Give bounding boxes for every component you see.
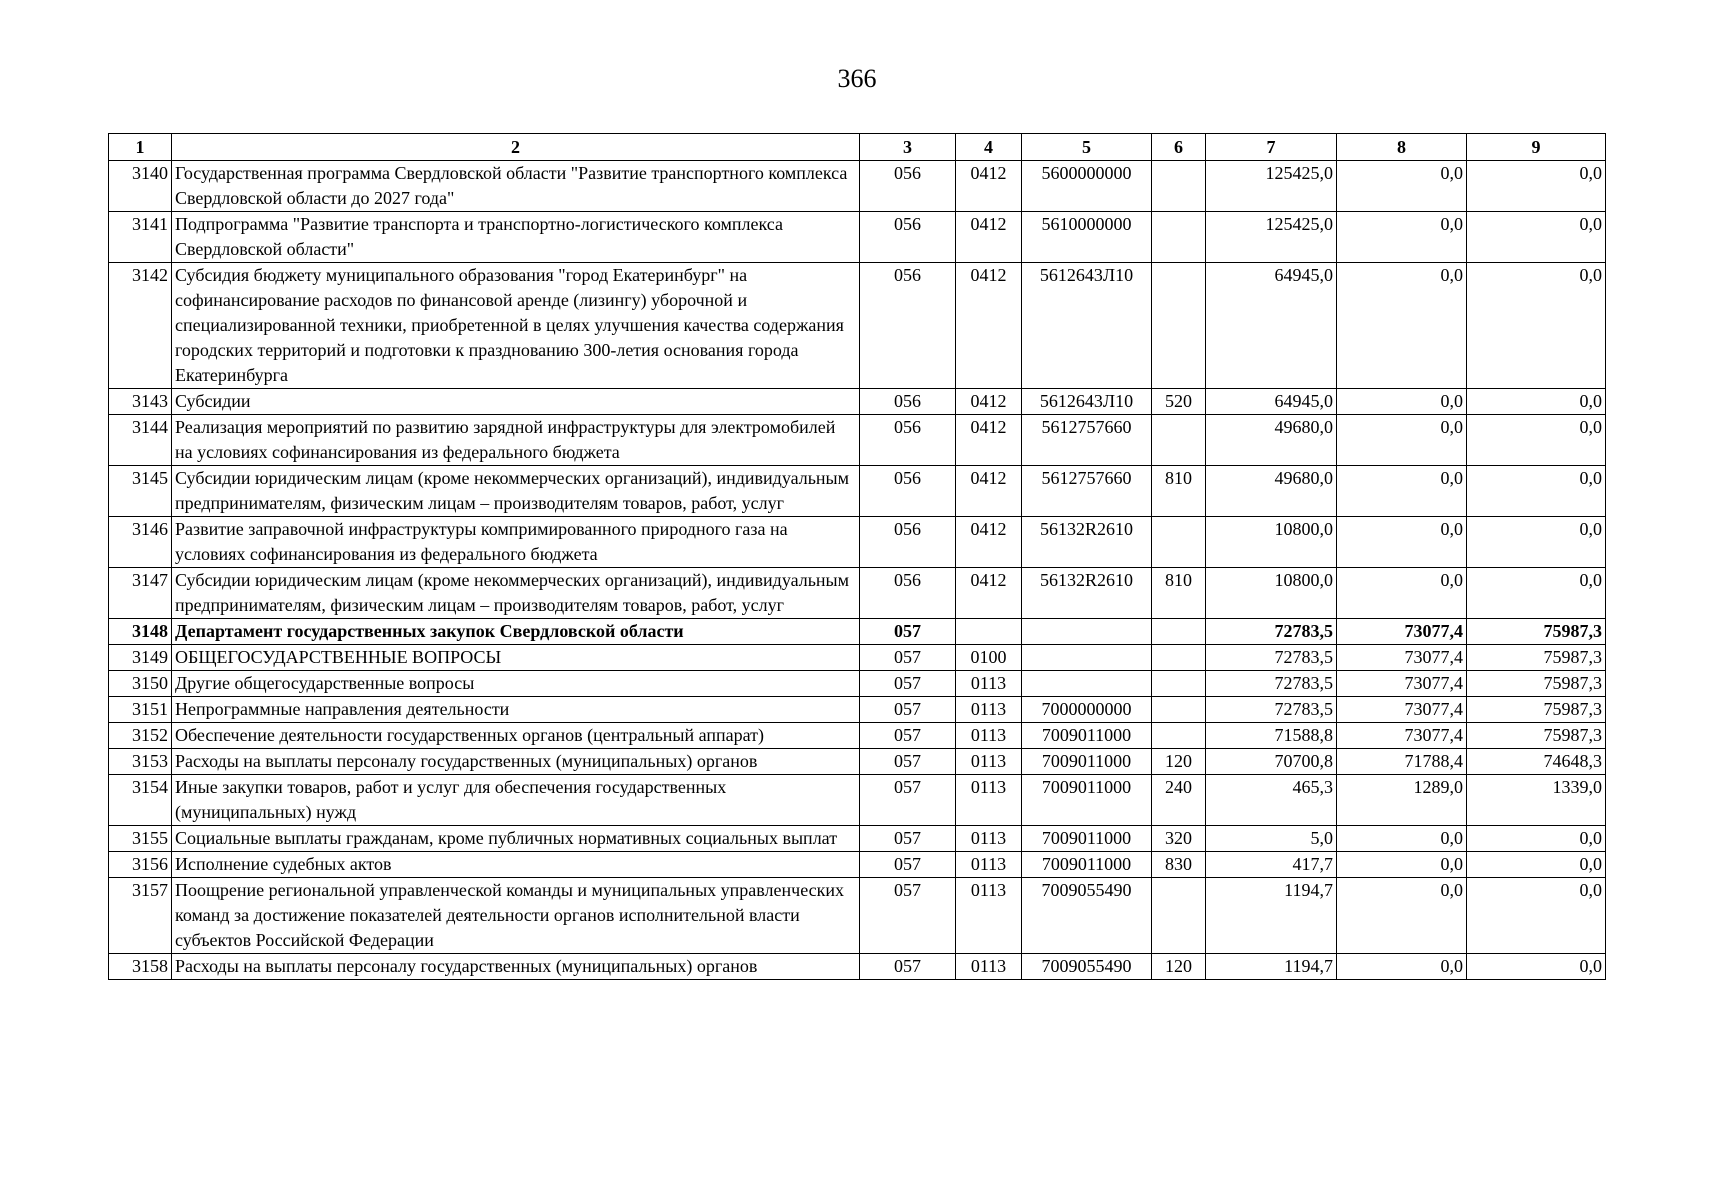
row-description: Подпрограмма "Развитие транспорта и транспортно-логистического комплекса Свердловской области" [172,212,860,263]
row-amount-8: 0,0 [1337,568,1467,619]
row-section-code [956,619,1022,645]
row-section-code: 0113 [956,852,1022,878]
row-section-code: 0412 [956,517,1022,568]
row-description: Другие общегосударственные вопросы [172,671,860,697]
row-target-code: 7009055490 [1022,878,1152,954]
row-number: 3150 [109,671,172,697]
row-target-code: 56132R2610 [1022,568,1152,619]
row-number: 3149 [109,645,172,671]
row-amount-9: 75987,3 [1467,671,1606,697]
row-amount-9: 75987,3 [1467,697,1606,723]
row-description: Департамент государственных закупок Свердловской области [172,619,860,645]
row-amount-7: 465,3 [1206,775,1337,826]
row-description: Обеспечение деятельности государственных органов (центральный аппарат) [172,723,860,749]
header-cell-7: 7 [1206,134,1337,161]
row-ministry-code: 057 [860,619,956,645]
row-amount-7: 125425,0 [1206,212,1337,263]
table-row [109,852,1606,878]
table-row [109,212,1606,263]
row-target-code: 7009011000 [1022,775,1152,826]
row-section-code: 0113 [956,723,1022,749]
table-row [109,466,1606,517]
row-expense-type: 810 [1152,568,1206,619]
row-description: Исполнение судебных актов [172,852,860,878]
table-row [109,415,1606,466]
row-ministry-code: 057 [860,826,956,852]
row-number: 3140 [109,161,172,212]
row-amount-8: 0,0 [1337,161,1467,212]
row-amount-7: 72783,5 [1206,671,1337,697]
row-target-code: 7009011000 [1022,723,1152,749]
row-description: Социальные выплаты гражданам, кроме публичных нормативных социальных выплат [172,826,860,852]
row-expense-type [1152,212,1206,263]
row-expense-type [1152,671,1206,697]
row-amount-9: 0,0 [1467,568,1606,619]
row-amount-9: 0,0 [1467,517,1606,568]
row-number: 3146 [109,517,172,568]
row-amount-7: 49680,0 [1206,466,1337,517]
row-target-code: 5612757660 [1022,466,1152,517]
row-target-code: 5612643Л10 [1022,389,1152,415]
row-expense-type [1152,619,1206,645]
row-description: Субсидии юридическим лицам (кроме некоммерческих организаций), индивидуальным предпринимателям, физическим лицам – производителям товаров, работ, услуг [172,568,860,619]
table-row [109,749,1606,775]
row-amount-9: 0,0 [1467,161,1606,212]
row-amount-9: 0,0 [1467,389,1606,415]
header-cell-8: 8 [1337,134,1467,161]
row-amount-8: 73077,4 [1337,723,1467,749]
header-cell-2: 2 [172,134,860,161]
table-row [109,263,1606,389]
row-target-code: 7009055490 [1022,954,1152,980]
row-target-code: 7000000000 [1022,697,1152,723]
row-description: Государственная программа Свердловской области "Развитие транспортного комплекса Свердловской области до 2027 года" [172,161,860,212]
table-row [109,161,1606,212]
row-amount-8: 0,0 [1337,878,1467,954]
row-target-code: 7009011000 [1022,852,1152,878]
header-cell-5: 5 [1022,134,1152,161]
row-amount-9: 75987,3 [1467,619,1606,645]
row-amount-9: 0,0 [1467,466,1606,517]
row-target-code [1022,619,1152,645]
row-description: Непрограммные направления деятельности [172,697,860,723]
row-ministry-code: 057 [860,852,956,878]
row-number: 3147 [109,568,172,619]
row-amount-7: 10800,0 [1206,517,1337,568]
table-row [109,723,1606,749]
row-amount-9: 0,0 [1467,415,1606,466]
row-description: Расходы на выплаты персоналу государственных (муниципальных) органов [172,954,860,980]
header-cell-3: 3 [860,134,956,161]
row-amount-9: 0,0 [1467,212,1606,263]
row-target-code: 5600000000 [1022,161,1152,212]
row-amount-9: 0,0 [1467,826,1606,852]
row-number: 3154 [109,775,172,826]
row-amount-9: 0,0 [1467,263,1606,389]
row-ministry-code: 057 [860,775,956,826]
row-amount-7: 1194,7 [1206,878,1337,954]
row-number: 3153 [109,749,172,775]
row-expense-type: 120 [1152,749,1206,775]
row-description: Иные закупки товаров, работ и услуг для обеспечения государственных (муниципальных) нужд [172,775,860,826]
row-expense-type: 830 [1152,852,1206,878]
row-amount-7: 49680,0 [1206,415,1337,466]
row-expense-type: 320 [1152,826,1206,852]
row-description: Поощрение региональной управленческой команды и муниципальных управленческих команд за достижение показателей деятельности органов исполнительной власти субъектов Российской Федерации [172,878,860,954]
row-target-code: 56132R2610 [1022,517,1152,568]
row-section-code: 0113 [956,671,1022,697]
row-section-code: 0113 [956,954,1022,980]
table-body [109,161,1606,980]
row-expense-type [1152,645,1206,671]
row-section-code: 0412 [956,466,1022,517]
row-amount-8: 73077,4 [1337,697,1467,723]
row-section-code: 0113 [956,697,1022,723]
row-ministry-code: 057 [860,723,956,749]
header-cell-1: 1 [109,134,172,161]
row-section-code: 0412 [956,389,1022,415]
row-amount-9: 0,0 [1467,954,1606,980]
row-amount-9: 0,0 [1467,852,1606,878]
row-expense-type: 240 [1152,775,1206,826]
row-number: 3142 [109,263,172,389]
row-amount-7: 1194,7 [1206,954,1337,980]
row-section-code: 0113 [956,775,1022,826]
row-target-code: 5612757660 [1022,415,1152,466]
row-target-code [1022,671,1152,697]
row-section-code: 0412 [956,212,1022,263]
header-cell-4: 4 [956,134,1022,161]
row-target-code [1022,645,1152,671]
row-amount-8: 0,0 [1337,517,1467,568]
row-ministry-code: 057 [860,645,956,671]
row-description: Расходы на выплаты персоналу государственных (муниципальных) органов [172,749,860,775]
row-section-code: 0412 [956,415,1022,466]
row-number: 3157 [109,878,172,954]
row-section-code: 0412 [956,568,1022,619]
row-section-code: 0412 [956,263,1022,389]
row-amount-7: 72783,5 [1206,645,1337,671]
table-row [109,954,1606,980]
row-description: Реализация мероприятий по развитию зарядной инфраструктуры для электромобилей на условиях софинансирования из федерального бюджета [172,415,860,466]
table-row [109,645,1606,671]
row-number: 3151 [109,697,172,723]
row-target-code: 7009011000 [1022,826,1152,852]
row-expense-type [1152,878,1206,954]
row-number: 3156 [109,852,172,878]
budget-table [108,133,1606,980]
row-expense-type [1152,161,1206,212]
row-amount-8: 71788,4 [1337,749,1467,775]
row-ministry-code: 057 [860,671,956,697]
row-description: Субсидии [172,389,860,415]
row-section-code: 0113 [956,878,1022,954]
table-row [109,517,1606,568]
row-ministry-code: 056 [860,568,956,619]
row-number: 3158 [109,954,172,980]
row-expense-type: 810 [1152,466,1206,517]
row-expense-type [1152,517,1206,568]
row-expense-type [1152,263,1206,389]
header-cell-6: 6 [1152,134,1206,161]
row-expense-type [1152,723,1206,749]
row-amount-8: 0,0 [1337,852,1467,878]
row-description: Субсидия бюджету муниципального образования "город Екатеринбург" на софинансирование расходов по финансовой аренде (лизингу) уборочной и специализированной техники, приобретенной в целях улучшения качества содержания городских территорий и подготовки к празднованию 300-летия основания города Екатеринбурга [172,263,860,389]
row-amount-8: 0,0 [1337,415,1467,466]
row-description: Развитие заправочной инфраструктуры компримированного природного газа на условиях софинансирования из федерального бюджета [172,517,860,568]
row-number: 3144 [109,415,172,466]
row-amount-7: 64945,0 [1206,263,1337,389]
row-section-code: 0100 [956,645,1022,671]
row-amount-9: 0,0 [1467,878,1606,954]
row-amount-8: 0,0 [1337,826,1467,852]
row-ministry-code: 056 [860,466,956,517]
row-number: 3152 [109,723,172,749]
row-amount-8: 73077,4 [1337,619,1467,645]
row-target-code: 5612643Л10 [1022,263,1152,389]
row-ministry-code: 057 [860,954,956,980]
header-row [109,134,1606,161]
row-ministry-code: 057 [860,697,956,723]
table-row [109,826,1606,852]
row-number: 3141 [109,212,172,263]
row-ministry-code: 057 [860,749,956,775]
table-row [109,697,1606,723]
row-section-code: 0113 [956,749,1022,775]
row-amount-7: 125425,0 [1206,161,1337,212]
row-ministry-code: 056 [860,212,956,263]
table-row [109,619,1606,645]
row-expense-type [1152,415,1206,466]
row-number: 3148 [109,619,172,645]
table-row [109,671,1606,697]
row-amount-8: 73077,4 [1337,671,1467,697]
row-section-code: 0113 [956,826,1022,852]
row-expense-type [1152,697,1206,723]
page-number: 366 [837,64,877,93]
row-ministry-code: 056 [860,389,956,415]
row-ministry-code: 056 [860,161,956,212]
row-amount-8: 0,0 [1337,263,1467,389]
row-number: 3143 [109,389,172,415]
row-expense-type: 520 [1152,389,1206,415]
row-amount-7: 10800,0 [1206,568,1337,619]
row-amount-8: 73077,4 [1337,645,1467,671]
row-amount-8: 0,0 [1337,212,1467,263]
row-ministry-code: 056 [860,263,956,389]
header-cell-9: 9 [1467,134,1606,161]
row-amount-7: 72783,5 [1206,619,1337,645]
table-row [109,775,1606,826]
row-amount-8: 0,0 [1337,466,1467,517]
row-amount-7: 64945,0 [1206,389,1337,415]
row-amount-8: 0,0 [1337,389,1467,415]
row-section-code: 0412 [956,161,1022,212]
table-row [109,878,1606,954]
row-amount-7: 71588,8 [1206,723,1337,749]
table-row [109,389,1606,415]
row-amount-8: 0,0 [1337,954,1467,980]
row-amount-9: 75987,3 [1467,723,1606,749]
row-target-code: 5610000000 [1022,212,1152,263]
row-ministry-code: 056 [860,517,956,568]
row-amount-9: 1339,0 [1467,775,1606,826]
row-amount-7: 5,0 [1206,826,1337,852]
row-ministry-code: 056 [860,415,956,466]
row-description: ОБЩЕГОСУДАРСТВЕННЫЕ ВОПРОСЫ [172,645,860,671]
row-amount-7: 70700,8 [1206,749,1337,775]
row-ministry-code: 057 [860,878,956,954]
row-amount-9: 74648,3 [1467,749,1606,775]
row-amount-7: 72783,5 [1206,697,1337,723]
row-amount-8: 1289,0 [1337,775,1467,826]
row-amount-7: 417,7 [1206,852,1337,878]
row-number: 3145 [109,466,172,517]
table-row [109,568,1606,619]
row-amount-9: 75987,3 [1467,645,1606,671]
row-description: Субсидии юридическим лицам (кроме некоммерческих организаций), индивидуальным предпринимателям, физическим лицам – производителям товаров, работ, услуг [172,466,860,517]
row-target-code: 7009011000 [1022,749,1152,775]
row-number: 3155 [109,826,172,852]
row-expense-type: 120 [1152,954,1206,980]
